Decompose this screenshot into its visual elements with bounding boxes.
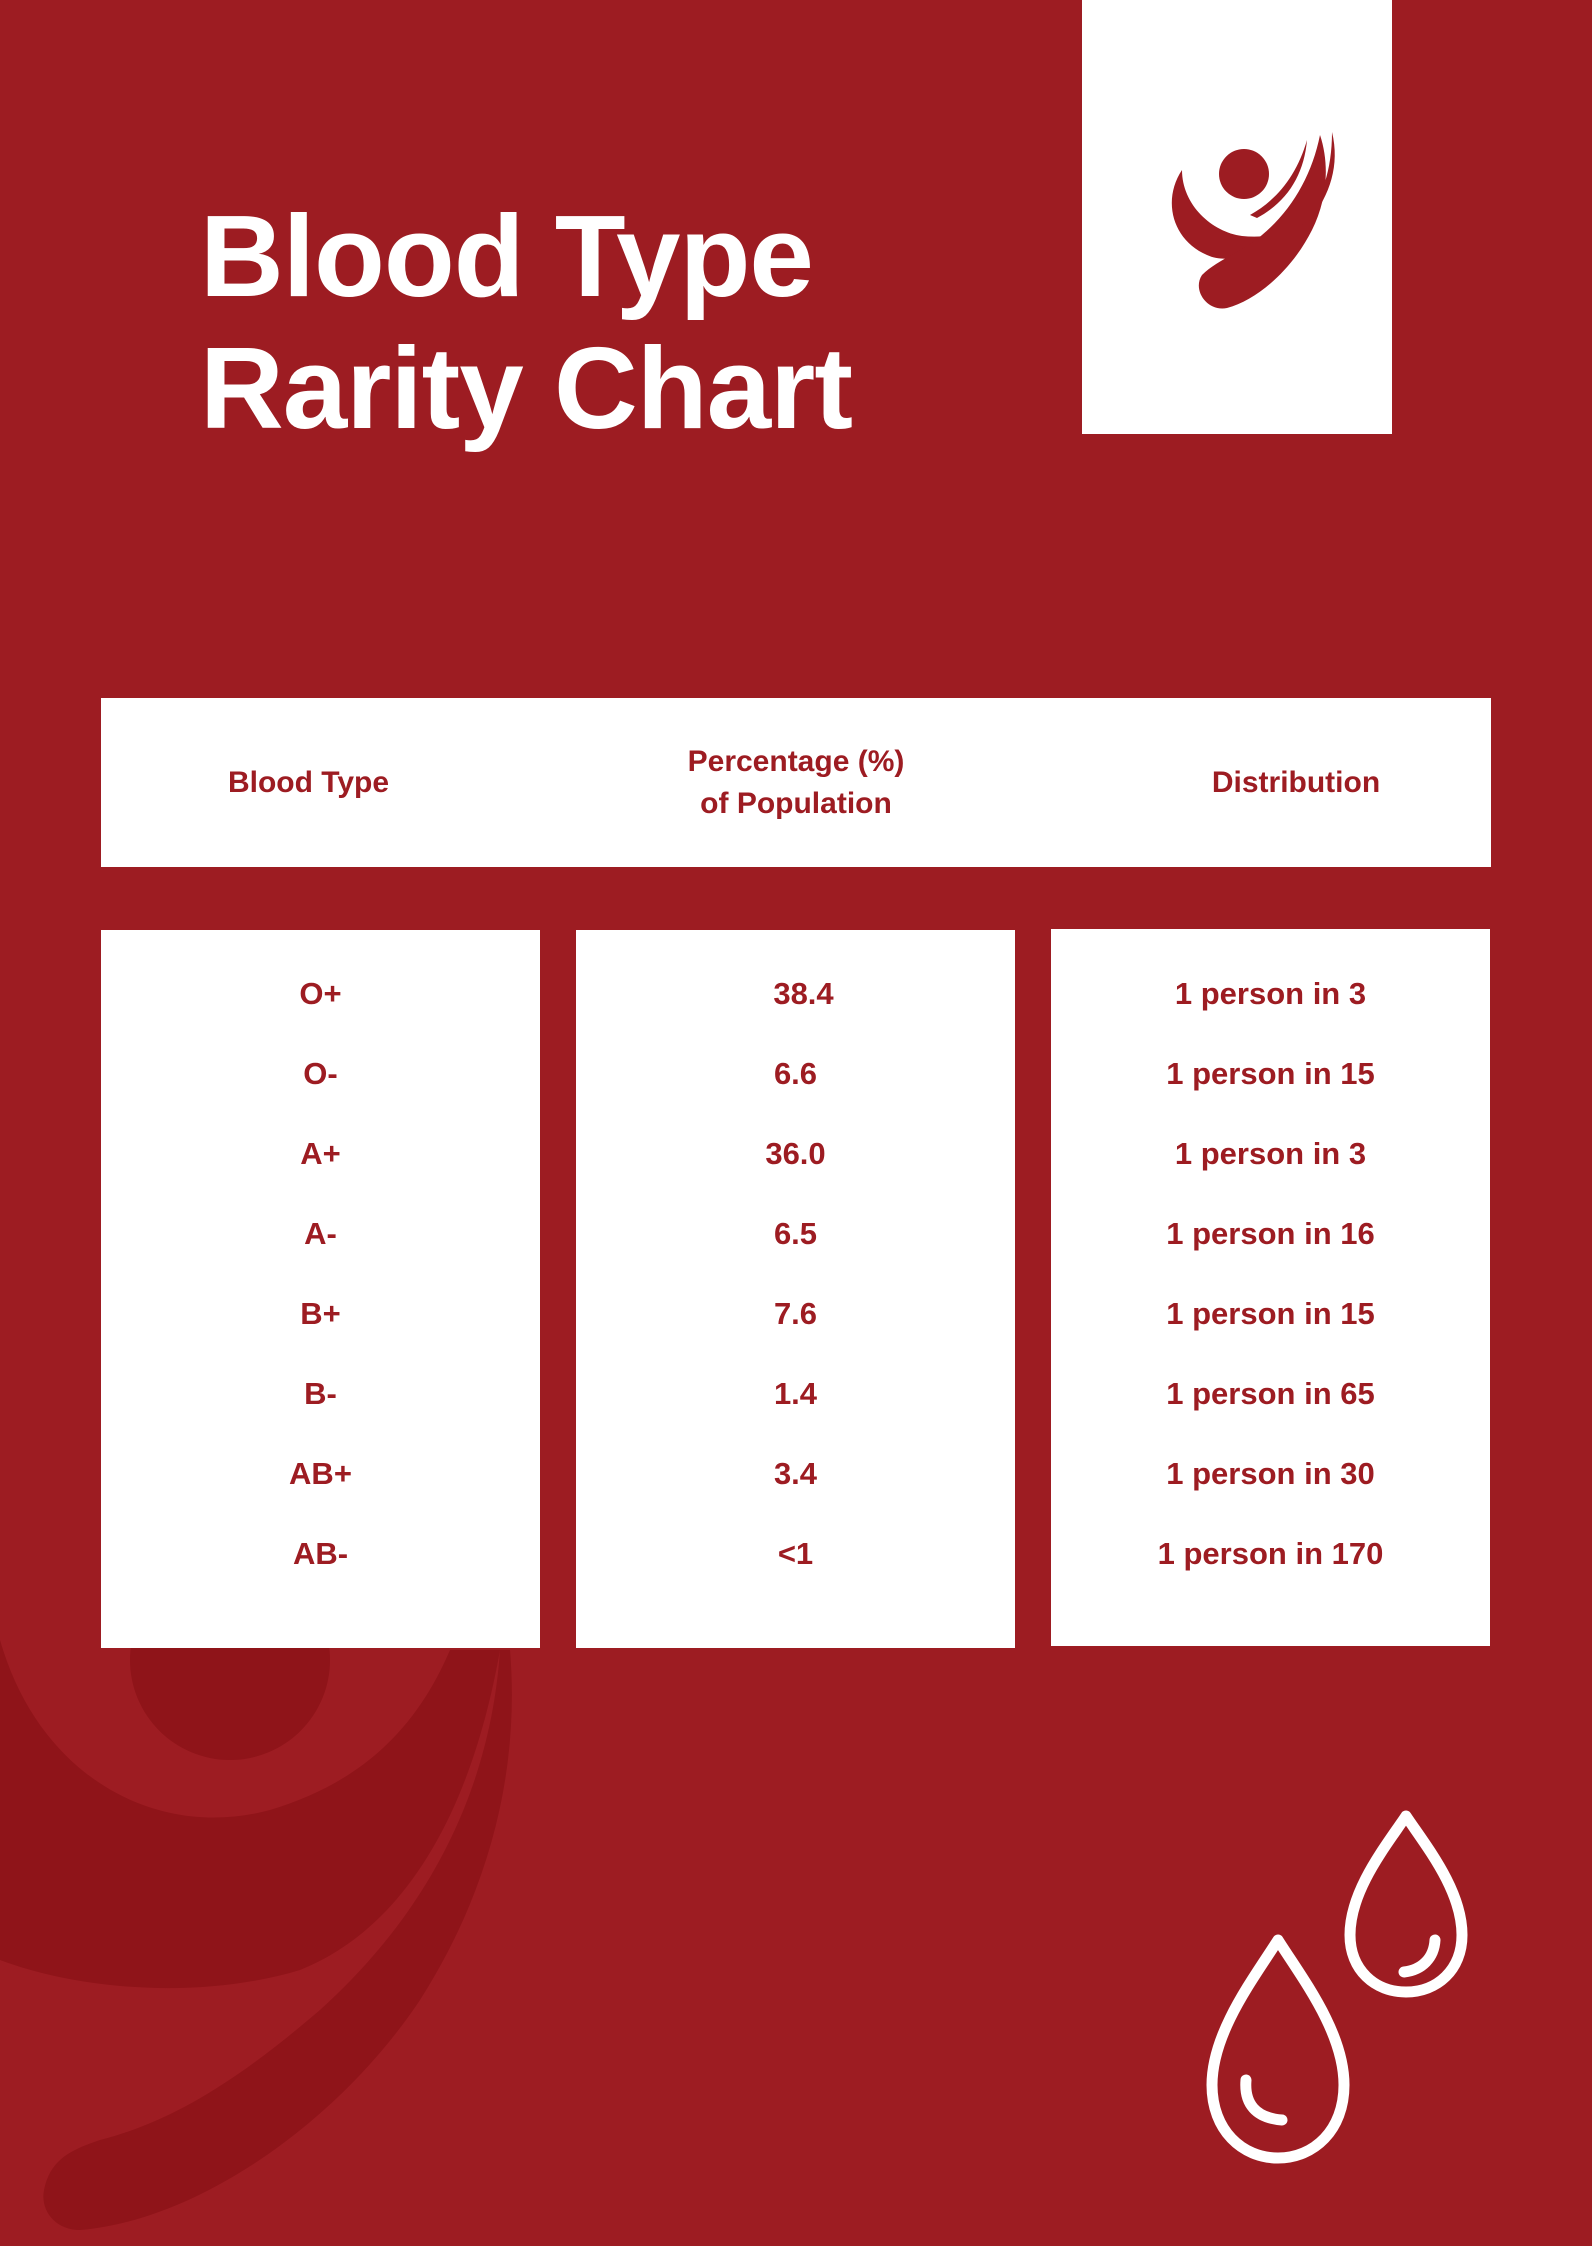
header-blood-type (101, 698, 516, 867)
blood-type-cell: O+ (299, 976, 342, 1011)
logo-panel (1082, 0, 1392, 434)
distribution-cell: 1 person in 3 (1174, 1136, 1367, 1171)
title-line-2: Rarity Chart (200, 323, 852, 453)
distribution-column (1051, 929, 1490, 1646)
person-heart-logo-icon (1082, 0, 1392, 434)
blood-type-cell: A- (304, 1216, 337, 1251)
header-percentage (551, 698, 1041, 867)
page-title (200, 190, 852, 454)
blood-type-column (101, 930, 540, 1648)
blood-type-cell: B+ (300, 1296, 341, 1331)
blood-type-cell: B- (304, 1376, 337, 1411)
blood-drops-decoration (1190, 1800, 1490, 2180)
percentage-cell: <1 (777, 1536, 814, 1571)
blood-type-cell: AB- (292, 1536, 349, 1571)
header-percentage-line-1: Percentage (%) (687, 744, 905, 778)
percentage-cell: 38.4 (773, 976, 834, 1011)
header-percentage-line-2: of Population (700, 786, 892, 820)
blood-type-cell: A+ (300, 1136, 341, 1171)
header-distribution (1101, 698, 1491, 867)
blood-type-cell: AB+ (289, 1456, 352, 1491)
distribution-cell: 1 person in 16 (1166, 1216, 1375, 1251)
distribution-cell: 1 person in 3 (1174, 976, 1367, 1011)
distribution-cell: 1 person in 15 (1166, 1296, 1375, 1331)
percentage-column (576, 930, 1015, 1648)
distribution-cell: 1 person in 15 (1166, 1056, 1375, 1091)
percentage-cell: 6.5 (773, 1216, 818, 1251)
blood-drop-icon-large (1212, 1940, 1344, 2158)
percentage-cell: 7.6 (773, 1296, 818, 1331)
percentage-cell: 3.4 (773, 1456, 818, 1491)
percentage-cell: 36.0 (765, 1136, 826, 1171)
distribution-cell: 1 person in 65 (1166, 1376, 1375, 1411)
header-blood-type-label: Blood Type (227, 765, 390, 799)
distribution-cell: 1 person in 170 (1157, 1536, 1384, 1571)
distribution-cell: 1 person in 30 (1166, 1456, 1375, 1491)
header-distribution-label: Distribution (1211, 765, 1381, 799)
blood-type-cell: O- (303, 1056, 338, 1091)
percentage-cell: 6.6 (773, 1056, 818, 1091)
title-line-1: Blood Type (200, 191, 813, 321)
blood-drop-icon-small (1350, 1816, 1462, 1992)
table-header-row (101, 698, 1491, 867)
percentage-cell: 1.4 (773, 1376, 818, 1411)
